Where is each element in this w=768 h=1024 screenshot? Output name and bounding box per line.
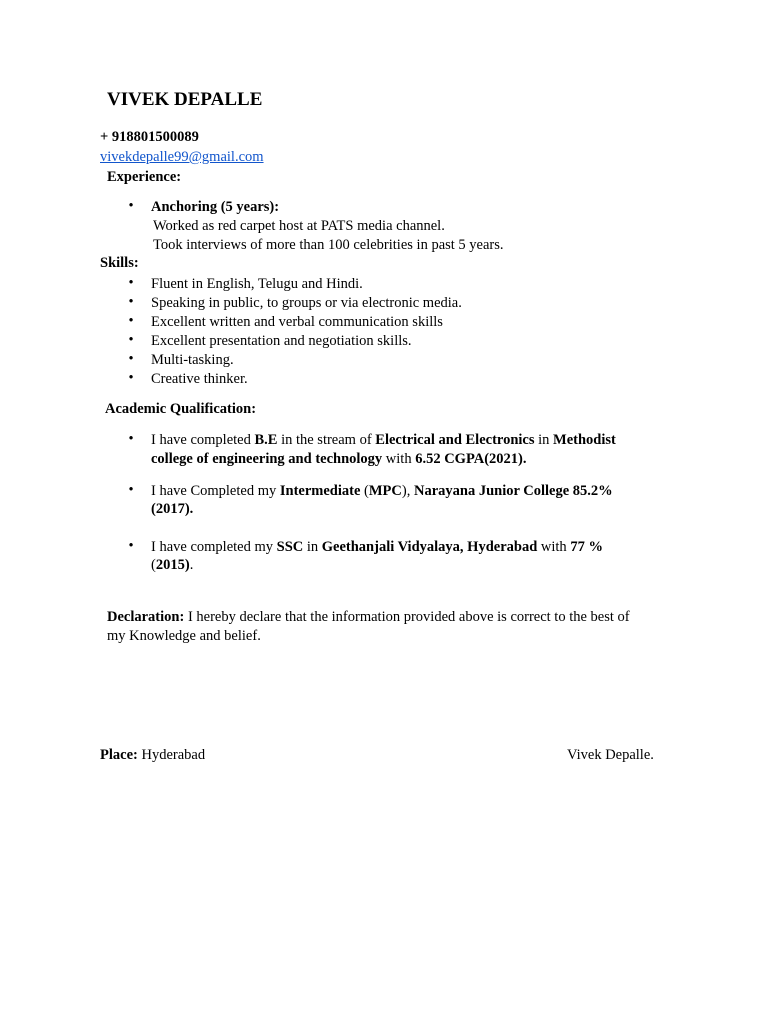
skill-item: Fluent in English, Telugu and Hindi. xyxy=(151,276,363,292)
experience-line-2: Took interviews of more than 100 celebrities in past 5 years. xyxy=(153,237,504,253)
qualification-inter-line-1 xyxy=(151,482,613,500)
qualification-be-line-1 xyxy=(151,431,616,449)
skills-heading: Skills: xyxy=(100,255,139,271)
school: Geethanjali Vidyalaya, Hyderabad xyxy=(321,539,538,555)
text: ( xyxy=(360,483,369,499)
experience-line-1: Worked as red carpet host at PATS media channel. xyxy=(153,218,445,234)
bullet-icon xyxy=(126,275,136,292)
text: with xyxy=(382,451,416,467)
qualification-ssc-line-1 xyxy=(151,538,603,556)
place xyxy=(100,746,205,764)
score: 6.52 CGPA(2021). xyxy=(415,451,527,467)
text: I have completed my xyxy=(151,539,277,555)
stream: Electrical and Electronics xyxy=(375,432,535,448)
qualification-be-line-2 xyxy=(151,450,527,468)
college: college of engineering and technology xyxy=(151,451,383,467)
signature: Vivek Depalle. xyxy=(567,747,654,763)
bullet-icon xyxy=(126,198,136,215)
candidate-name: VIVEK DEPALLE xyxy=(107,89,263,110)
bullet-icon xyxy=(126,294,136,311)
text: I have Completed my xyxy=(151,483,280,499)
declaration-label: Declaration: xyxy=(107,609,185,625)
text: in the stream of xyxy=(277,432,376,448)
bullet-icon xyxy=(126,538,136,555)
qualification-inter-line-2: (2017). xyxy=(151,501,194,517)
score: 77 % xyxy=(570,539,603,555)
text: in xyxy=(534,432,554,448)
skill-item: Multi-tasking. xyxy=(151,352,234,368)
year: 2015) xyxy=(155,557,190,573)
skill-item: Speaking in public, to groups or via electronic media. xyxy=(151,295,462,311)
text: ), xyxy=(401,483,414,499)
bullet-icon xyxy=(126,370,136,387)
bullet-icon xyxy=(126,431,136,448)
bullet-icon xyxy=(126,332,136,349)
bullet-icon xyxy=(126,482,136,499)
level: Intermediate xyxy=(279,483,361,499)
declaration-line-1 xyxy=(107,608,630,626)
skill-item: Excellent presentation and negotiation skills. xyxy=(151,333,412,349)
level: SSC xyxy=(276,539,304,555)
text: in xyxy=(303,539,322,555)
text: ( xyxy=(151,557,156,573)
experience-heading: Experience: xyxy=(107,169,182,185)
bullet-icon xyxy=(126,351,136,368)
declaration-line-2: my Knowledge and belief. xyxy=(107,628,261,644)
qualification-ssc-line-2 xyxy=(151,556,193,574)
email-link[interactable]: vivekdepalle99@gmail.com xyxy=(100,149,264,165)
academic-heading: Academic Qualification: xyxy=(105,401,257,417)
degree: B.E xyxy=(254,432,278,448)
text: I have completed xyxy=(151,432,255,448)
text: with xyxy=(537,539,571,555)
college: Narayana Junior College 85.2% xyxy=(413,483,613,499)
skill-item: Creative thinker. xyxy=(151,371,248,387)
bullet-icon xyxy=(126,313,136,330)
college: Methodist xyxy=(553,432,616,448)
place-label: Place: xyxy=(100,747,138,763)
group: MPC xyxy=(368,483,402,499)
skill-item: Excellent written and verbal communication skills xyxy=(151,314,443,330)
place-value: Hyderabad xyxy=(137,747,206,763)
text: . xyxy=(189,557,194,573)
declaration-text: I hereby declare that the information provided above is correct to the best of xyxy=(184,609,630,625)
experience-role: Anchoring (5 years): xyxy=(151,199,280,215)
phone-number: + 918801500089 xyxy=(100,129,199,145)
